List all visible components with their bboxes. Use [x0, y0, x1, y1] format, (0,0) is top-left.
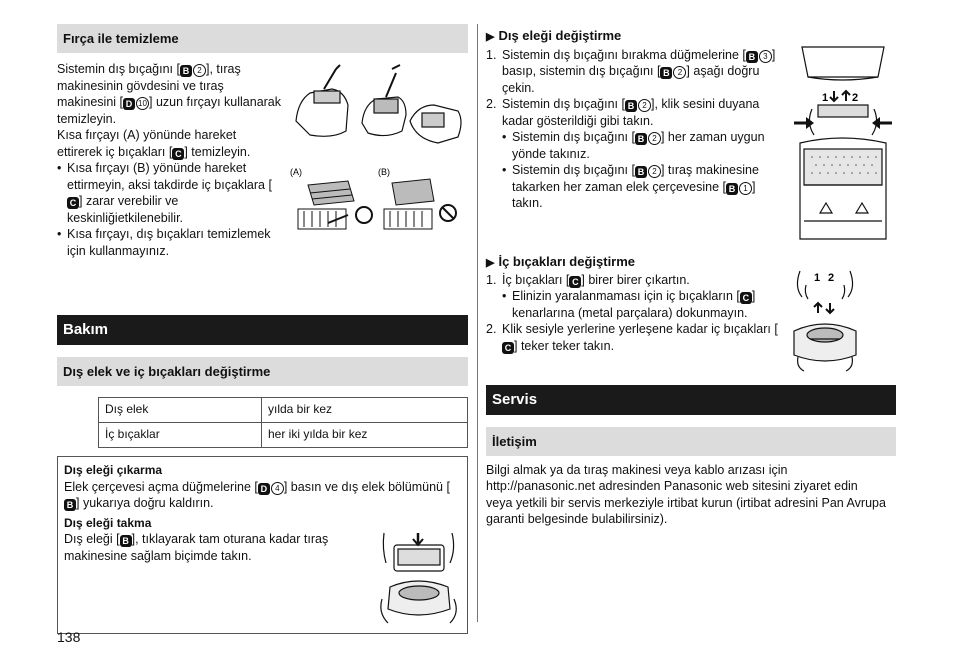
badge-c: C — [502, 342, 514, 354]
inner-blade-section — [486, 253, 896, 381]
page-number: 138 — [57, 629, 81, 645]
table-row — [99, 398, 468, 423]
brush-paragraph-2: Kısa fırçayı (A) yönünde hareket ettirerek iç bıçakları [ C ] temizleyin. — [57, 128, 251, 159]
label-b: (B) — [378, 167, 390, 178]
list-item: 2. Klik sesiyle yerlerine yerleşene kadar iç bıçakları [C ] teker teker takın. — [486, 322, 778, 353]
brush-section — [57, 61, 468, 305]
table-cell: İç bıçaklar — [99, 422, 262, 447]
badge-c: C — [67, 197, 79, 209]
table-row — [99, 422, 468, 447]
fig-label-2: 2 — [828, 272, 835, 284]
list-item: • Kısa fırçayı, dış bıçakları temizlemek için kullanmayınız. — [57, 226, 282, 259]
circled-num: 10 — [136, 97, 149, 110]
badge-b: B — [120, 535, 132, 547]
triangle-icon: ▶ — [486, 257, 495, 269]
circled-num: 1 — [739, 182, 752, 195]
outer-foil-steps — [486, 47, 786, 212]
maintenance-table — [98, 397, 468, 448]
inner-blade-steps — [486, 272, 786, 355]
circled-num: 2 — [648, 165, 661, 178]
badge-b: B — [746, 51, 758, 63]
brush-paragraph-1: Sistemin dış bıçağını [ B 2 ], tıraş makinesinin gövdesini ve tıraş makinesini [ D 10 ] uzun fırçayı kullanarak temizleyin. — [57, 62, 282, 126]
badge-c: C — [172, 148, 184, 160]
remove-text: Elek çerçevesi açma düğmelerine [ D 4 ] basın ve dış elek bölümünü [B ] yukarıya doğru kaldırın. — [64, 479, 450, 511]
circled-num: 3 — [759, 50, 772, 63]
list-item: • Elinizin yaralanmaması için iç bıçakların [ C ] kenarlarına (metal parçalara) dokunmayın. — [502, 288, 786, 321]
table-cell: her iki yılda bir kez — [262, 422, 468, 447]
right-column — [486, 24, 896, 528]
list-item: 2. Sistemin dış bıçağını [ B 2 ], klik sesini duyana kadar gösterildiği gibi takın. • Sistemin dış bıçağını [ B 2 ] her zaman uygun yönde takınız. • Sistemin dış bıçağını [ B 2 ] tıraş makinesine takarken her zaman elek çerçevesine [ B 1 ] takın. — [486, 96, 786, 212]
outer-foil-box — [57, 456, 468, 634]
list-item: 1. İç bıçakları [ C ] birer birer çıkartın. • Elinizin yaralanmaması için iç bıçakların [ C ] kenarlarına (metal parçalara) dokunmayın. — [486, 272, 786, 322]
badge-b: B — [625, 100, 637, 112]
fig-label-2: 2 — [852, 92, 859, 104]
replace-heading: Dış elek ve iç bıçakları değiştirme — [57, 357, 468, 386]
triangle-icon: ▶ — [486, 31, 495, 43]
badge-b: B — [660, 67, 672, 79]
badge-b: B — [635, 133, 647, 145]
inner-blade-illustration — [790, 267, 860, 373]
outer-foil-illustration — [790, 43, 896, 243]
table-cell: yılda bir kez — [262, 398, 468, 423]
table-cell: Dış elek — [99, 398, 262, 423]
badge-d: D — [123, 98, 135, 110]
circled-num: 2 — [648, 132, 661, 145]
outer-foil-section — [486, 27, 896, 243]
label-a: (A) — [290, 167, 302, 178]
contact-text: Bilgi almak ya da tıraş makinesi veya kablo arızası için http://panasonic.net adresinden Panasonic web sitesini ziyaret edin veya yetkili bir servis merkeziyle irtibat kurun (irtibat adresini Pan Avrupa garanti belgesinde bulabilirsiniz). — [486, 462, 886, 527]
badge-b: B — [635, 166, 647, 178]
badge-b: B — [64, 499, 76, 511]
brush-cleaning-heading: Fırça ile temizleme — [57, 24, 468, 53]
outer-foil-heading: ▶ Dış eleği değiştirme — [486, 28, 622, 43]
column-divider — [477, 24, 478, 622]
remove-title: Dış eleği çıkarma — [64, 462, 163, 477]
circled-num: 2 — [673, 66, 686, 79]
left-column — [57, 24, 468, 634]
service-bar: Servis — [486, 385, 896, 415]
circled-num: 2 — [638, 99, 651, 112]
list-item: • Kısa fırçayı (B) yönünde hareket ettirmeyin, aksi takdirde iç bıçaklara [C ] zarar verebilir ve keskinliğietkilenebilir. — [57, 160, 282, 226]
badge-b: B — [180, 65, 192, 77]
inner-blade-bullets — [502, 288, 786, 321]
attach-title: Dış eleği takma — [64, 515, 152, 530]
list-item: • Sistemin dış bıçağını [ B 2 ] her zaman uygun yönde takınız. — [502, 129, 786, 162]
circled-num: 2 — [193, 64, 206, 77]
inner-blade-heading: ▶ İç bıçakları değiştirme — [486, 254, 636, 269]
badge-c: C — [740, 292, 752, 304]
outer-foil-bullets — [502, 129, 786, 212]
circled-num: 4 — [271, 482, 284, 495]
fig-label-1: 1 — [822, 92, 829, 104]
list-item: • Sistemin dış bıçağını [ B 2 ] tıraş makinesine takarken her zaman elek çerçevesine [ B 1 ] takın. — [502, 162, 786, 212]
list-item: 1. Sistemin dış bıçağını bırakma düğmelerine [ B 3 ] basıp, sistemin dış bıçağını [ B 2 ] aşağı doğru çekin. — [486, 47, 776, 95]
brush-text — [57, 61, 282, 259]
contact-heading: İletişim — [486, 427, 896, 456]
maintenance-bar: Bakım — [57, 315, 468, 345]
badge-c: C — [569, 276, 581, 288]
brush-bullets — [57, 160, 282, 259]
brush-cleaning-illustration — [288, 61, 468, 231]
badge-b: B — [726, 183, 738, 195]
fig-label-1: 1 — [814, 272, 821, 284]
badge-d: D — [258, 483, 270, 495]
attach-text: Dış eleği [ B ], tıklayarak tam oturana kadar tıraş makinesine sağlam biçimde takın. — [64, 532, 329, 563]
attach-illustration — [376, 529, 462, 627]
